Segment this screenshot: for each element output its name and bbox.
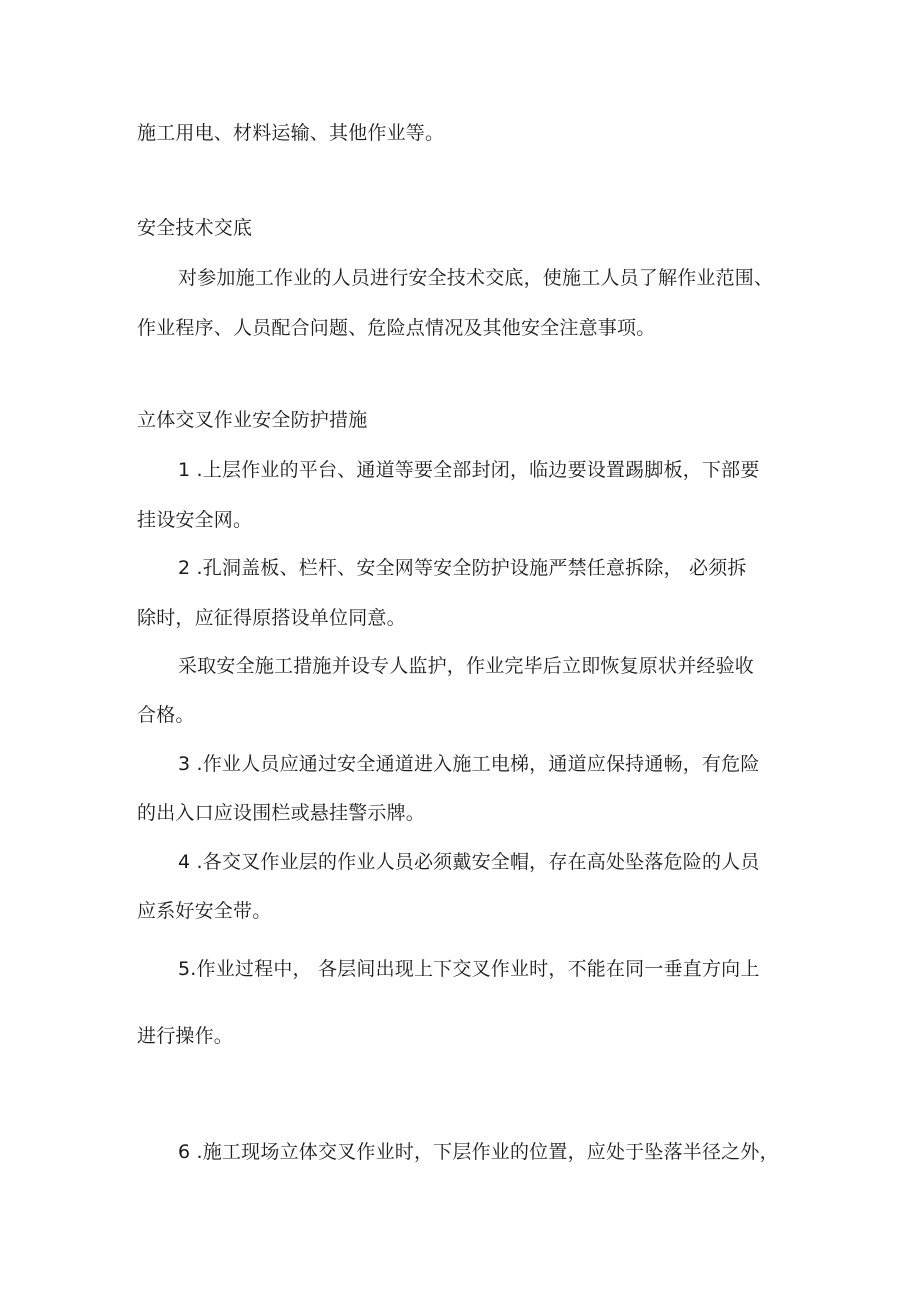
list-item-5: 5.作业过程中， 各层间出现上下交叉作业时，不能在同一垂直方向上 xyxy=(178,958,760,980)
list-item-2: 2 .孔洞盖板、栏杆、安全网等安全防护设施严禁任意拆除， 必须拆 xyxy=(178,557,747,579)
paragraph-line: 对参加施工作业的人员进行安全技术交底，使施工人员了解作业范围、 xyxy=(178,267,774,289)
list-item-3: 3 .作业人员应通过安全通道进入施工电梯，通道应保持通畅，有危险 xyxy=(178,753,760,775)
list-item-4: 4 .各交叉作业层的作业人员必须戴安全帽，存在高处坠落危险的人员 xyxy=(178,851,760,873)
paragraph-line: 合格。 xyxy=(137,704,195,726)
list-item-1-continued: 挂设安全网。 xyxy=(137,509,253,531)
paragraph-line: 作业程序、人员配合问题、危险点情况及其他安全注意事项。 xyxy=(137,317,656,339)
list-item-3-continued: 的出入口应设围栏或悬挂警示牌。 xyxy=(137,802,426,824)
list-item-1: 1 .上层作业的平台、通道等要全部封闭，临边要设置踢脚板，下部要 xyxy=(178,459,760,481)
section-heading-cross-operation: 立体交叉作业安全防护措施 xyxy=(137,409,368,431)
paragraph-continuation: 施工用电、材料运输、其他作业等。 xyxy=(137,122,445,144)
paragraph-line: 采取安全施工措施并设专人监护，作业完毕后立即恢复原状并经验收 xyxy=(178,655,755,677)
list-item-4-continued: 应系好安全带。 xyxy=(137,900,272,922)
list-item-6: 6 .施工现场立体交叉作业时，下层作业的位置，应处于坠落半径之外， xyxy=(178,1141,779,1163)
section-heading-safety-briefing: 安全技术交底 xyxy=(137,217,253,239)
list-item-5-continued: 进行操作。 xyxy=(137,1025,234,1047)
list-item-2-continued: 除时，应征得原搭设单位同意。 xyxy=(137,607,406,629)
